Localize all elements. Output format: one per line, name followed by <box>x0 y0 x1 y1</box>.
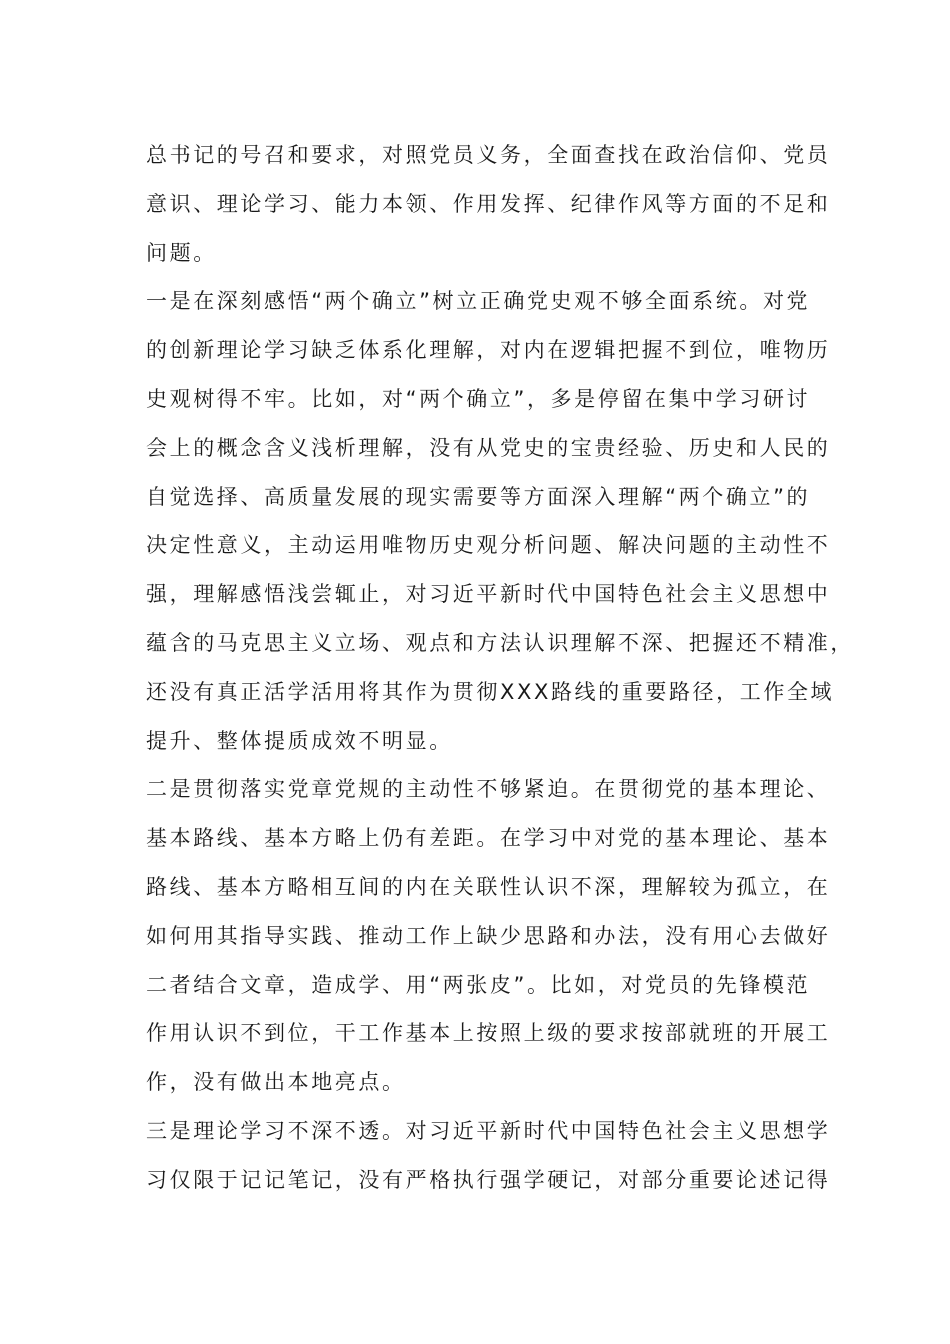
text-line: 习仅限于记记笔记，没有严格执行强学硬记，对部分重要论述记得 <box>146 1167 831 1192</box>
document-body <box>146 131 854 1205</box>
text-line: 二是贯彻落实党章党规的主动性不够紧迫。在贯彻党的基本理论、 <box>146 777 831 802</box>
text-line: 二者结合文章，造成学、用“两张皮”。比如，对党员的先锋模范 <box>146 972 811 997</box>
text-line: 还没有真正活学活用将其作为贯彻XXX路线的重要路径，工作全域 <box>146 679 835 704</box>
text-line: 作用认识不到位，干工作基本上按照上级的要求按部就班的开展工 <box>146 1021 831 1046</box>
text-line: 自觉选择、高质量发展的现实需要等方面深入理解“两个确立”的 <box>146 484 811 509</box>
text-line: 如何用其指导实践、推动工作上缺少思路和办法，没有用心去做好 <box>146 923 831 948</box>
text-line: 三是理论学习不深不透。对习近平新时代中国特色社会主义思想学 <box>146 1118 831 1143</box>
text-line: 提升、整体提质成效不明显。 <box>146 728 453 753</box>
text-line: 路线、基本方略相互间的内在关联性认识不深，理解较为孤立，在 <box>146 874 831 899</box>
text-line: 的创新理论学习缺乏体系化理解，对内在逻辑把握不到位，唯物历 <box>146 338 831 363</box>
text-line: 强，理解感悟浅尝辄止，对习近平新时代中国特色社会主义思想中 <box>146 582 831 607</box>
text-line: 会上的概念含义浅析理解，没有从党史的宝贵经验、历史和人民的 <box>146 435 831 460</box>
text-line: 问题。 <box>146 240 217 265</box>
text-line: 作，没有做出本地亮点。 <box>146 1070 406 1095</box>
text-line: 史观树得不牢。比如，对“两个确立”，多是停留在集中学习研讨 <box>146 386 811 411</box>
text-line: 蕴含的马克思主义立场、观点和方法认识理解不深、把握还不精准， <box>146 630 854 655</box>
text-line: 决定性意义，主动运用唯物历史观分析问题、解决问题的主动性不 <box>146 533 831 558</box>
text-line: 一是在深刻感悟“两个确立”树立正确党史观不够全面系统。对党 <box>146 289 811 314</box>
text-line: 基本路线、基本方略上仍有差距。在学习中对党的基本理论、基本 <box>146 826 831 851</box>
text-line: 意识、理论学习、能力本领、作用发挥、纪律作风等方面的不足和 <box>146 191 831 216</box>
text-line: 总书记的号召和要求，对照党员义务，全面查找在政治信仰、党员 <box>146 143 831 167</box>
